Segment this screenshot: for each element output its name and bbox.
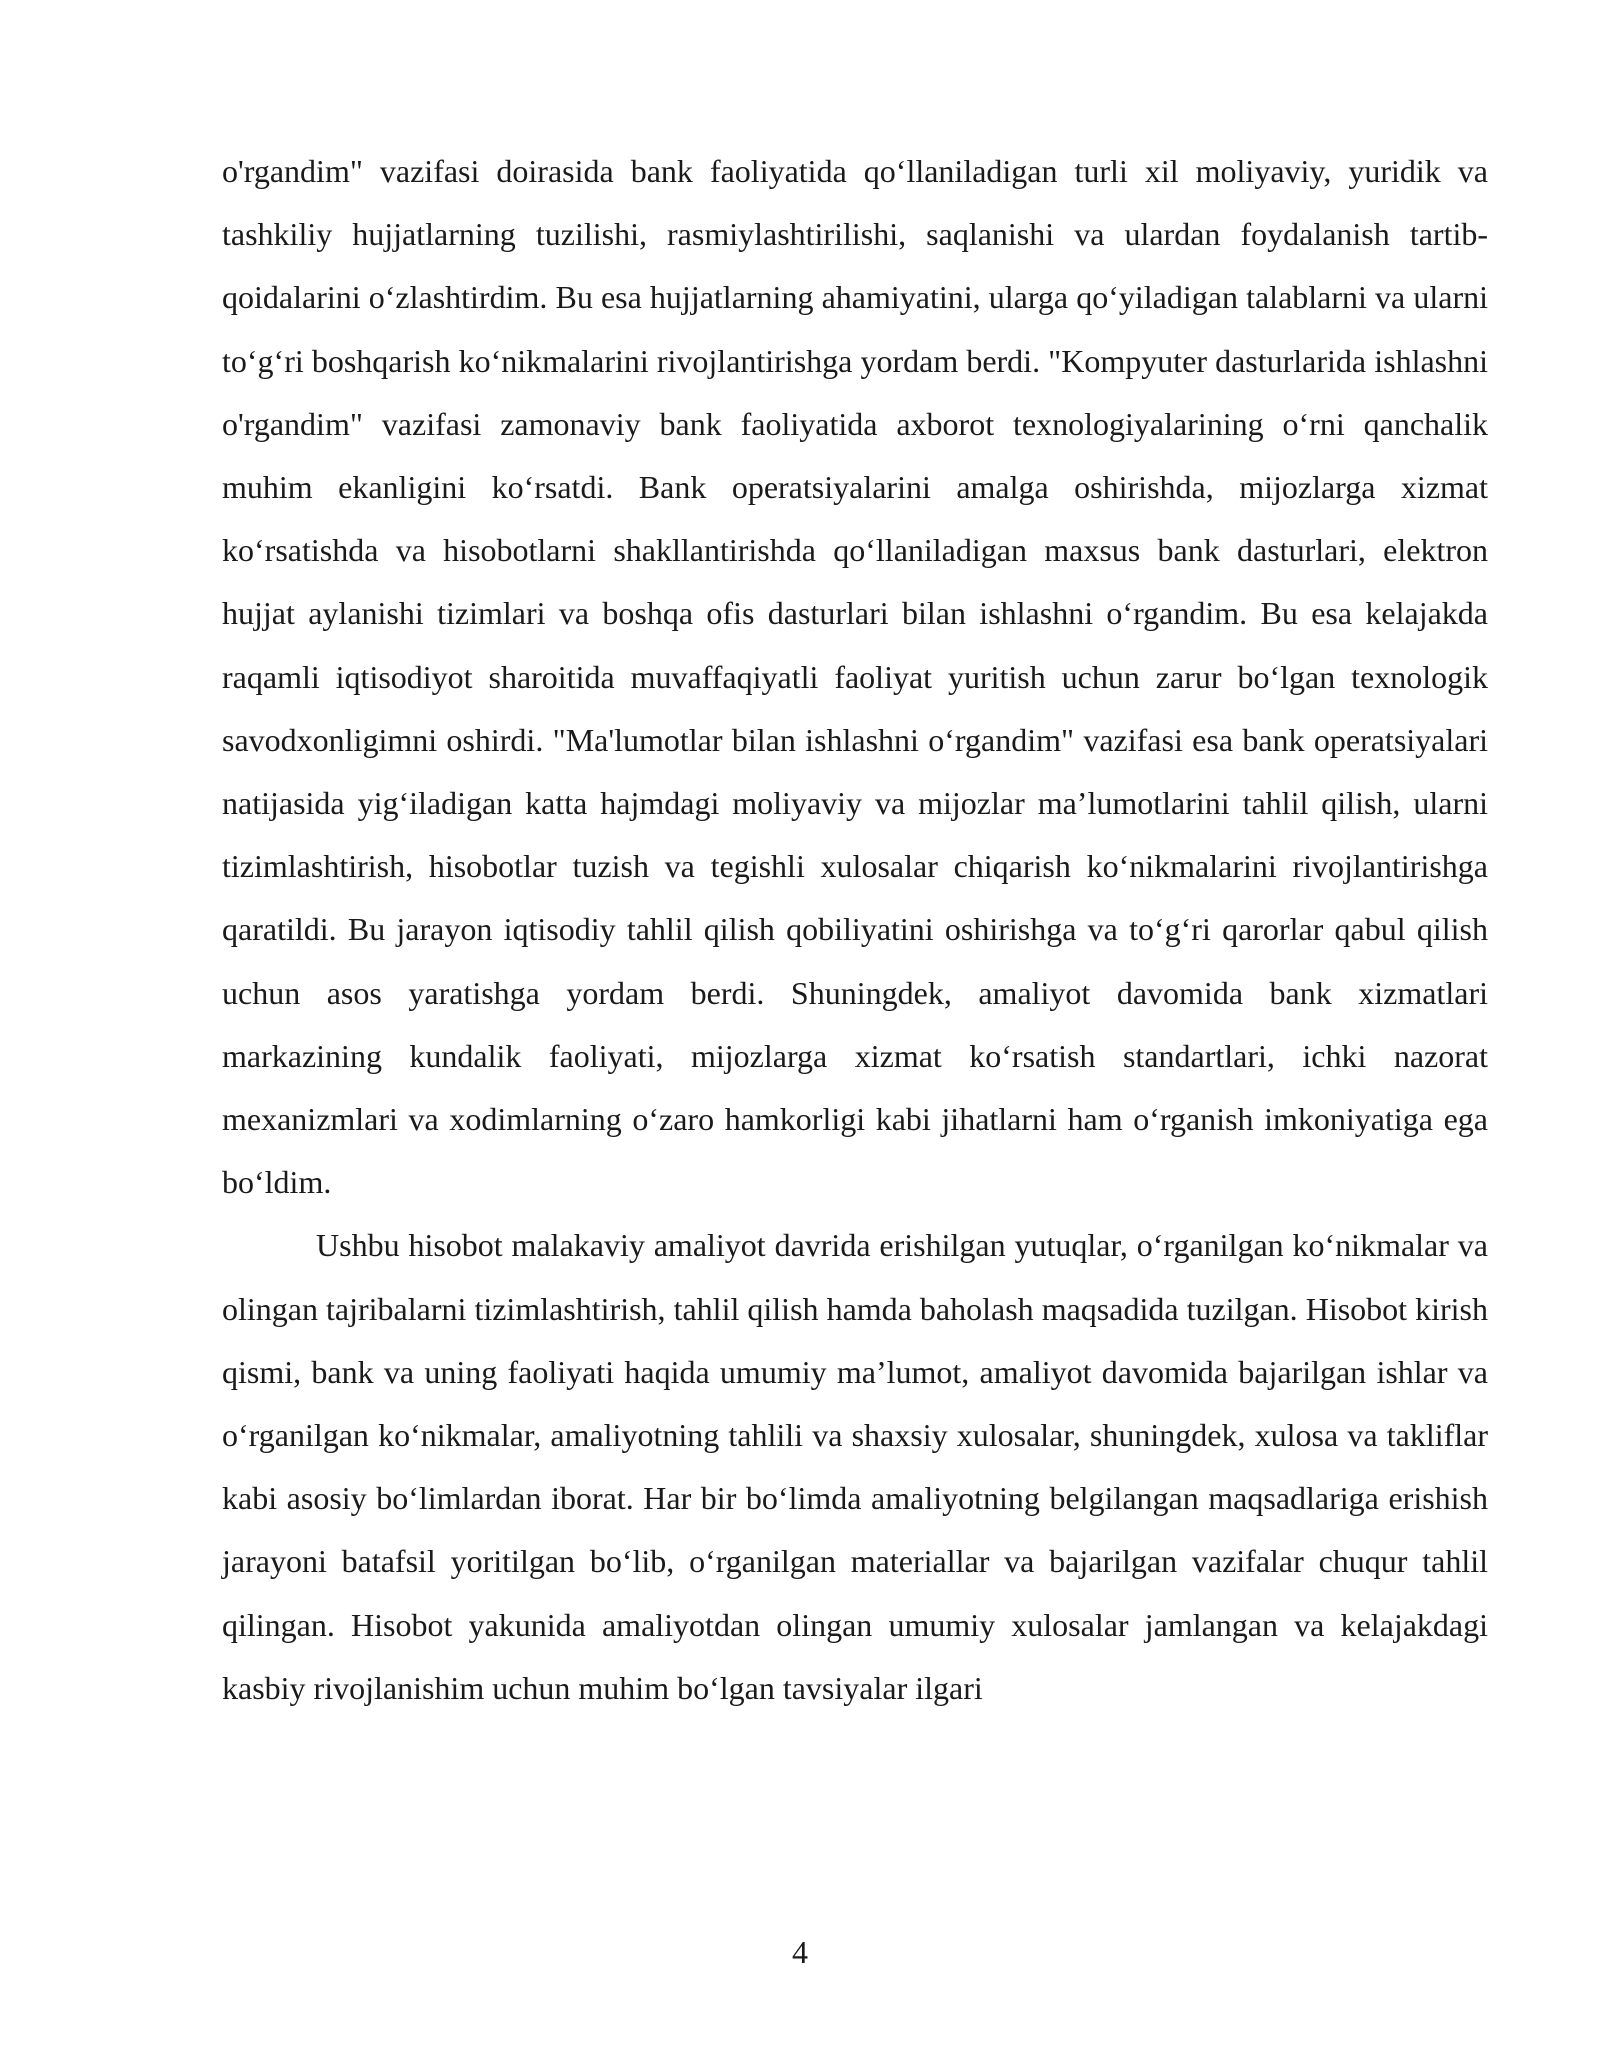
body-text — [222, 140, 1488, 1720]
paragraph-2: Ushbu hisobot malakaviy amaliyot davrida erishilgan yutuqlar, o‘rganilgan ko‘nikmalar va olingan tajribalarni tizimlashtirish, tahlil qilish hamda baholash maqsadida tuzilgan. Hisobot kirish qismi, bank va uning faoliyati haqida umumiy ma’lumot, amaliyot davomida bajarilgan ishlar va o‘rganilgan ko‘nikmalar, amaliyotning tahlili va shaxsiy xulosalar, shuningdek, xulosa va takliflar kabi asosiy bo‘limlardan iborat. Har bir bo‘limda amaliyotning belgilangan maqsadlariga erishish jarayoni batafsil yoritilgan bo‘lib, o‘rganilgan materiallar va bajarilgan vazifalar chuqur tahlil qilingan. Hisobot yakunida amaliyotdan olingan umumiy xulosalar jamlangan va kelajakdagi kasbiy rivojlanishim uchun muhim bo‘lgan tavsiyalar ilgari — [222, 1227, 1488, 1706]
page-number: 4 — [792, 1934, 808, 1970]
paragraph-1: o'rgandim" vazifasi doirasida bank faoliyatida qo‘llaniladigan turli xil moliyaviy, yuridik va tashkiliy hujjatlarning tuzilishi, rasmiylashtirilishi, saqlanishi va ulardan foydalanish tartib-qoidalarini o‘zlashtirdim. Bu esa hujjatlarning ahamiyatini, ularga qo‘yiladigan talablarni va ularni to‘g‘ri boshqarish ko‘nikmalarini rivojlantirishga yordam berdi. "Kompyuter dasturlarida ishlashni o'rgandim" vazifasi zamonaviy bank faoliyatida axborot texnologiyalarining o‘rni qanchalik muhim ekanligini ko‘rsatdi. Bank operatsiyalarini amalga oshirishda, mijozlarga xizmat ko‘rsatishda va hisobotlarni shakllantirishda qo‘llaniladigan maxsus bank dasturlari, elektron hujjat aylanishi tizimlari va boshqa ofis dasturlari bilan ishlashni o‘rgandim. Bu esa kelajakda raqamli iqtisodiyot sharoitida muvaffaqiyatli faoliyat yuritish uchun zarur bo‘lgan texnologik savodxonligimni oshirdi. "Ma'lumotlar bilan ishlashni o‘rgandim" vazifasi esa bank operatsiyalari natijasida yig‘iladigan katta hajmdagi moliyaviy va mijozlar ma’lumotlarini tahlil qilish, ularni tizimlashtirish, hisobotlar tuzish va tegishli xulosalar chiqarish ko‘nikmalarini rivojlantirishga qaratildi. Bu jarayon iqtisodiy tahlil qilish qobiliyatini oshirishga va to‘g‘ri qarorlar qabul qilish uchun asos yaratishga yordam berdi. Shuningdek, amaliyot davomida bank xizmatlari markazining kundalik faoliyati, mijozlarga xizmat ko‘rsatish standartlari, ichki nazorat mexanizmlari va xodimlarning o‘zaro hamkorligi kabi jihatlarni ham o‘rganish imkoniyatiga ega bo‘ldim. — [222, 153, 1488, 1201]
